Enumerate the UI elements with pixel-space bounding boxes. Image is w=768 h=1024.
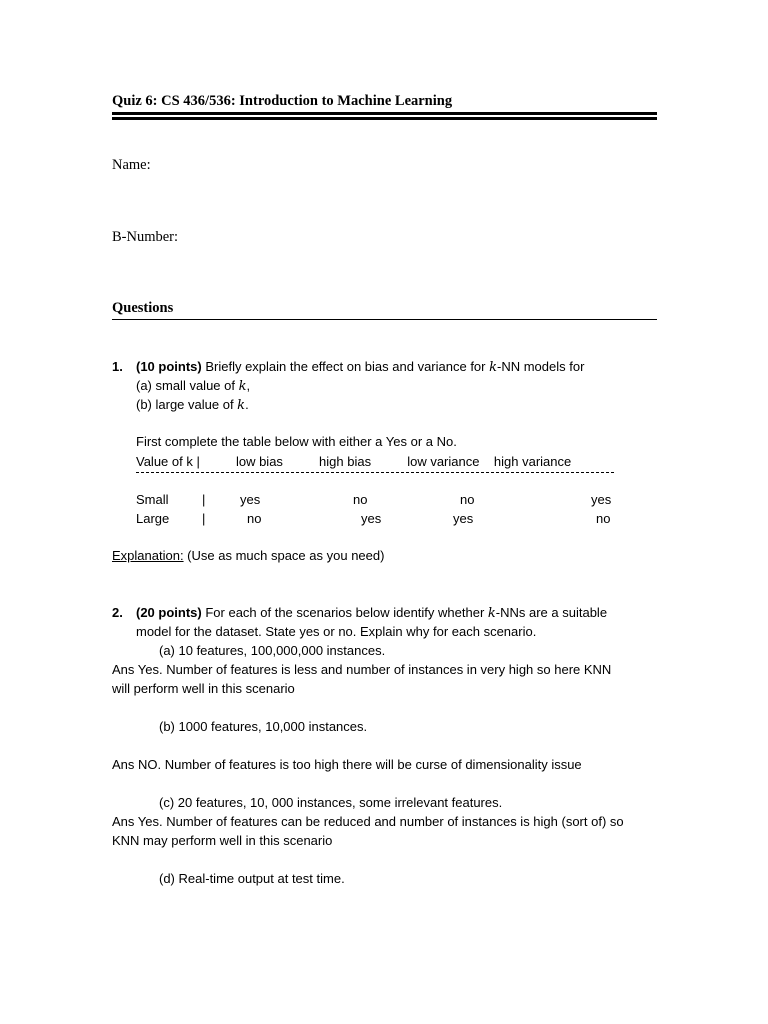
q2-prompt-line2: model for the dataset. State yes or no. Explain why for each scenario. — [136, 624, 537, 639]
q1-row-large-low-bias: no — [247, 511, 262, 526]
q1-row-small-label: Small — [136, 492, 169, 507]
q2-scenario-c: (c) 20 features, 10, 000 instances, some irrelevant features. — [159, 795, 503, 810]
name-label: Name: — [112, 157, 151, 173]
q2-number: 2. — [112, 605, 123, 620]
q1-prompt: (10 points) Briefly explain the effect on bias and variance for k-NN models for — [136, 359, 585, 375]
q2-answer-a-line2: will perform well in this scenario — [112, 681, 295, 696]
q1-row-large-low-variance: yes — [453, 511, 474, 526]
questions-heading: Questions — [112, 300, 174, 316]
q2-prompt: (20 points) For each of the scenarios below identify whether k-NNs are a suitable — [136, 605, 608, 621]
q1-row-small-low-bias: yes — [240, 492, 261, 507]
title-rule-top — [112, 112, 657, 115]
q1-explanation: Explanation: (Use as much space as you need) — [112, 548, 385, 563]
q1-row-large-sep: | — [202, 511, 206, 526]
q2-answer-c-line1: Ans Yes. Number of features can be reduced and number of instances is high (sort of) so — [112, 814, 624, 829]
q1-row-large-label: Large — [136, 511, 170, 526]
q1-row-small-high-bias: no — [353, 492, 368, 507]
q1-instruction: First complete the table below with either a Yes or a No. — [136, 434, 457, 449]
q1-part-b: (b) large value of k. — [136, 397, 249, 413]
q1-row-small-sep: | — [202, 492, 206, 507]
q2-scenario-b: (b) 1000 features, 10,000 instances. — [159, 719, 368, 734]
questions-rule — [112, 319, 657, 320]
q1-row-large-high-variance: no — [596, 511, 611, 526]
q1-row-small-low-variance: no — [460, 492, 475, 507]
bnumber-label: B-Number: — [112, 229, 179, 245]
q1-part-a: (a) small value of k, — [136, 378, 251, 394]
title-rule-bottom — [112, 117, 657, 120]
q2-answer-b: Ans NO. Number of features is too high there will be curse of dimensionality issue — [112, 757, 582, 772]
q2-scenario-a: (a) 10 features, 100,000,000 instances. — [159, 643, 386, 658]
q2-scenario-d: (d) Real-time output at test time. — [159, 871, 345, 886]
q1-table-header: Value of k | low bias high bias low variance high variance — [136, 454, 572, 469]
q1-number: 1. — [112, 359, 123, 374]
q1-row-large-high-bias: yes — [361, 511, 382, 526]
q2-answer-c-line2: KNN may perform well in this scenario — [112, 833, 333, 848]
page-title: Quiz 6: CS 436/536: Introduction to Machine Learning — [112, 93, 453, 109]
q1-table-divider — [136, 472, 614, 473]
q2-answer-a-line1: Ans Yes. Number of features is less and number of instances in very high so here KNN — [112, 662, 612, 677]
q1-row-small-high-variance: yes — [591, 492, 612, 507]
